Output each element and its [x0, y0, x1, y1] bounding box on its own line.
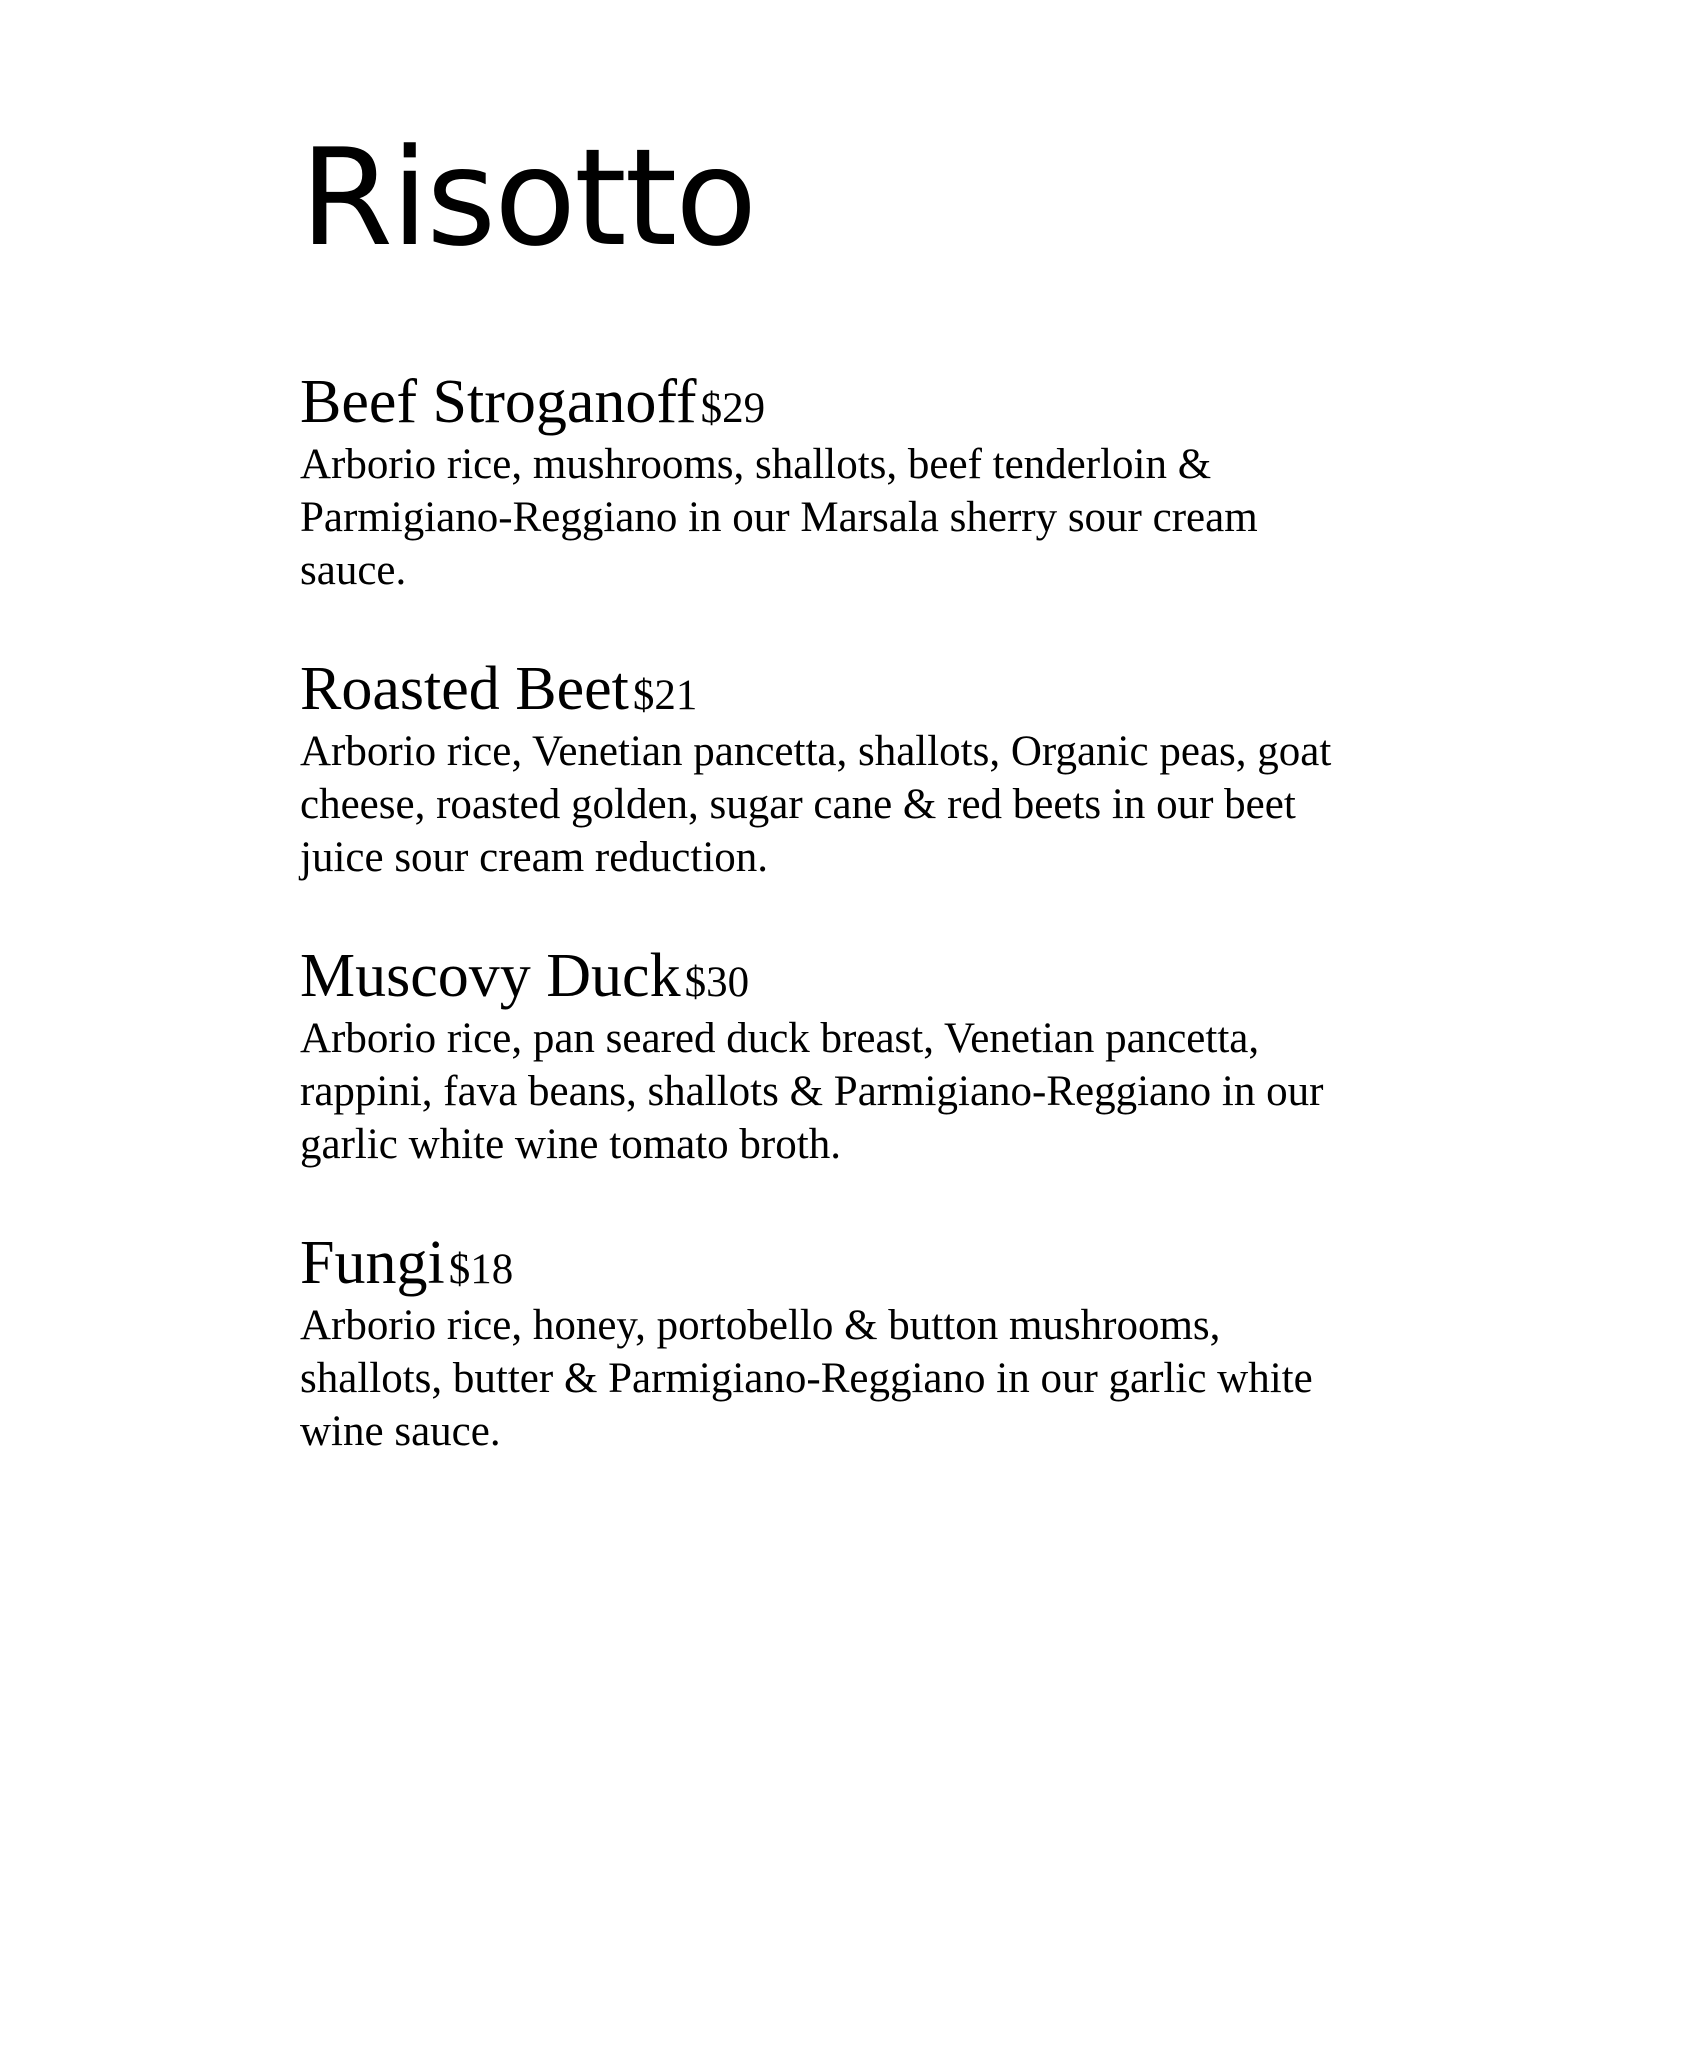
description-line: Arborio rice, mushrooms, shallots, beef tenderloin &: [300, 441, 1212, 488]
menu-item-name: Fungi: [300, 1229, 445, 1297]
menu-item-description: [300, 1012, 1450, 1171]
description-line: cheese, roasted golden, sugar cane & red beets in our beet: [300, 781, 1296, 828]
menu-item-header: [300, 940, 1450, 1012]
page-title: Risotto: [300, 120, 756, 276]
menu-item-header: [300, 366, 1450, 438]
menu-items: [300, 366, 1450, 1514]
description-line: Arborio rice, honey, portobello & button mushrooms,: [300, 1302, 1221, 1349]
description-line: juice sour cream reduction.: [300, 834, 769, 881]
menu-item-price: $30: [684, 959, 750, 1006]
menu-item-price: $21: [632, 672, 698, 719]
menu-item-description: [300, 438, 1450, 597]
description-line: sauce.: [300, 547, 407, 594]
description-line: Arborio rice, pan seared duck breast, Venetian pancetta,: [300, 1015, 1260, 1062]
menu-item-header: [300, 1227, 1450, 1299]
description-line: shallots, butter & Parmigiano-Reggiano in our garlic white: [300, 1355, 1313, 1402]
menu-item-name: Roasted Beet: [300, 655, 629, 723]
menu-item-description: [300, 1299, 1450, 1458]
description-line: rappini, fava beans, shallots & Parmigiano-Reggiano in our: [300, 1068, 1324, 1115]
menu-item-beef-stroganoff: [300, 366, 1450, 597]
menu-item-header: [300, 653, 1450, 725]
description-line: garlic white wine tomato broth.: [300, 1121, 841, 1168]
menu-item-price: $18: [448, 1246, 514, 1293]
description-line: Arborio rice, Venetian pancetta, shallots, Organic peas, goat: [300, 728, 1332, 775]
menu-item-price: $29: [700, 385, 766, 432]
description-line: Parmigiano-Reggiano in our Marsala sherry sour cream: [300, 494, 1258, 541]
menu-item-muscovy-duck: [300, 940, 1450, 1171]
menu-item-roasted-beet: [300, 653, 1450, 884]
menu-item-name: Muscovy Duck: [300, 942, 681, 1010]
description-line: wine sauce.: [300, 1408, 501, 1455]
menu-item-description: [300, 725, 1450, 884]
menu-item-name: Beef Stroganoff: [300, 368, 697, 436]
menu-item-fungi: [300, 1227, 1450, 1458]
